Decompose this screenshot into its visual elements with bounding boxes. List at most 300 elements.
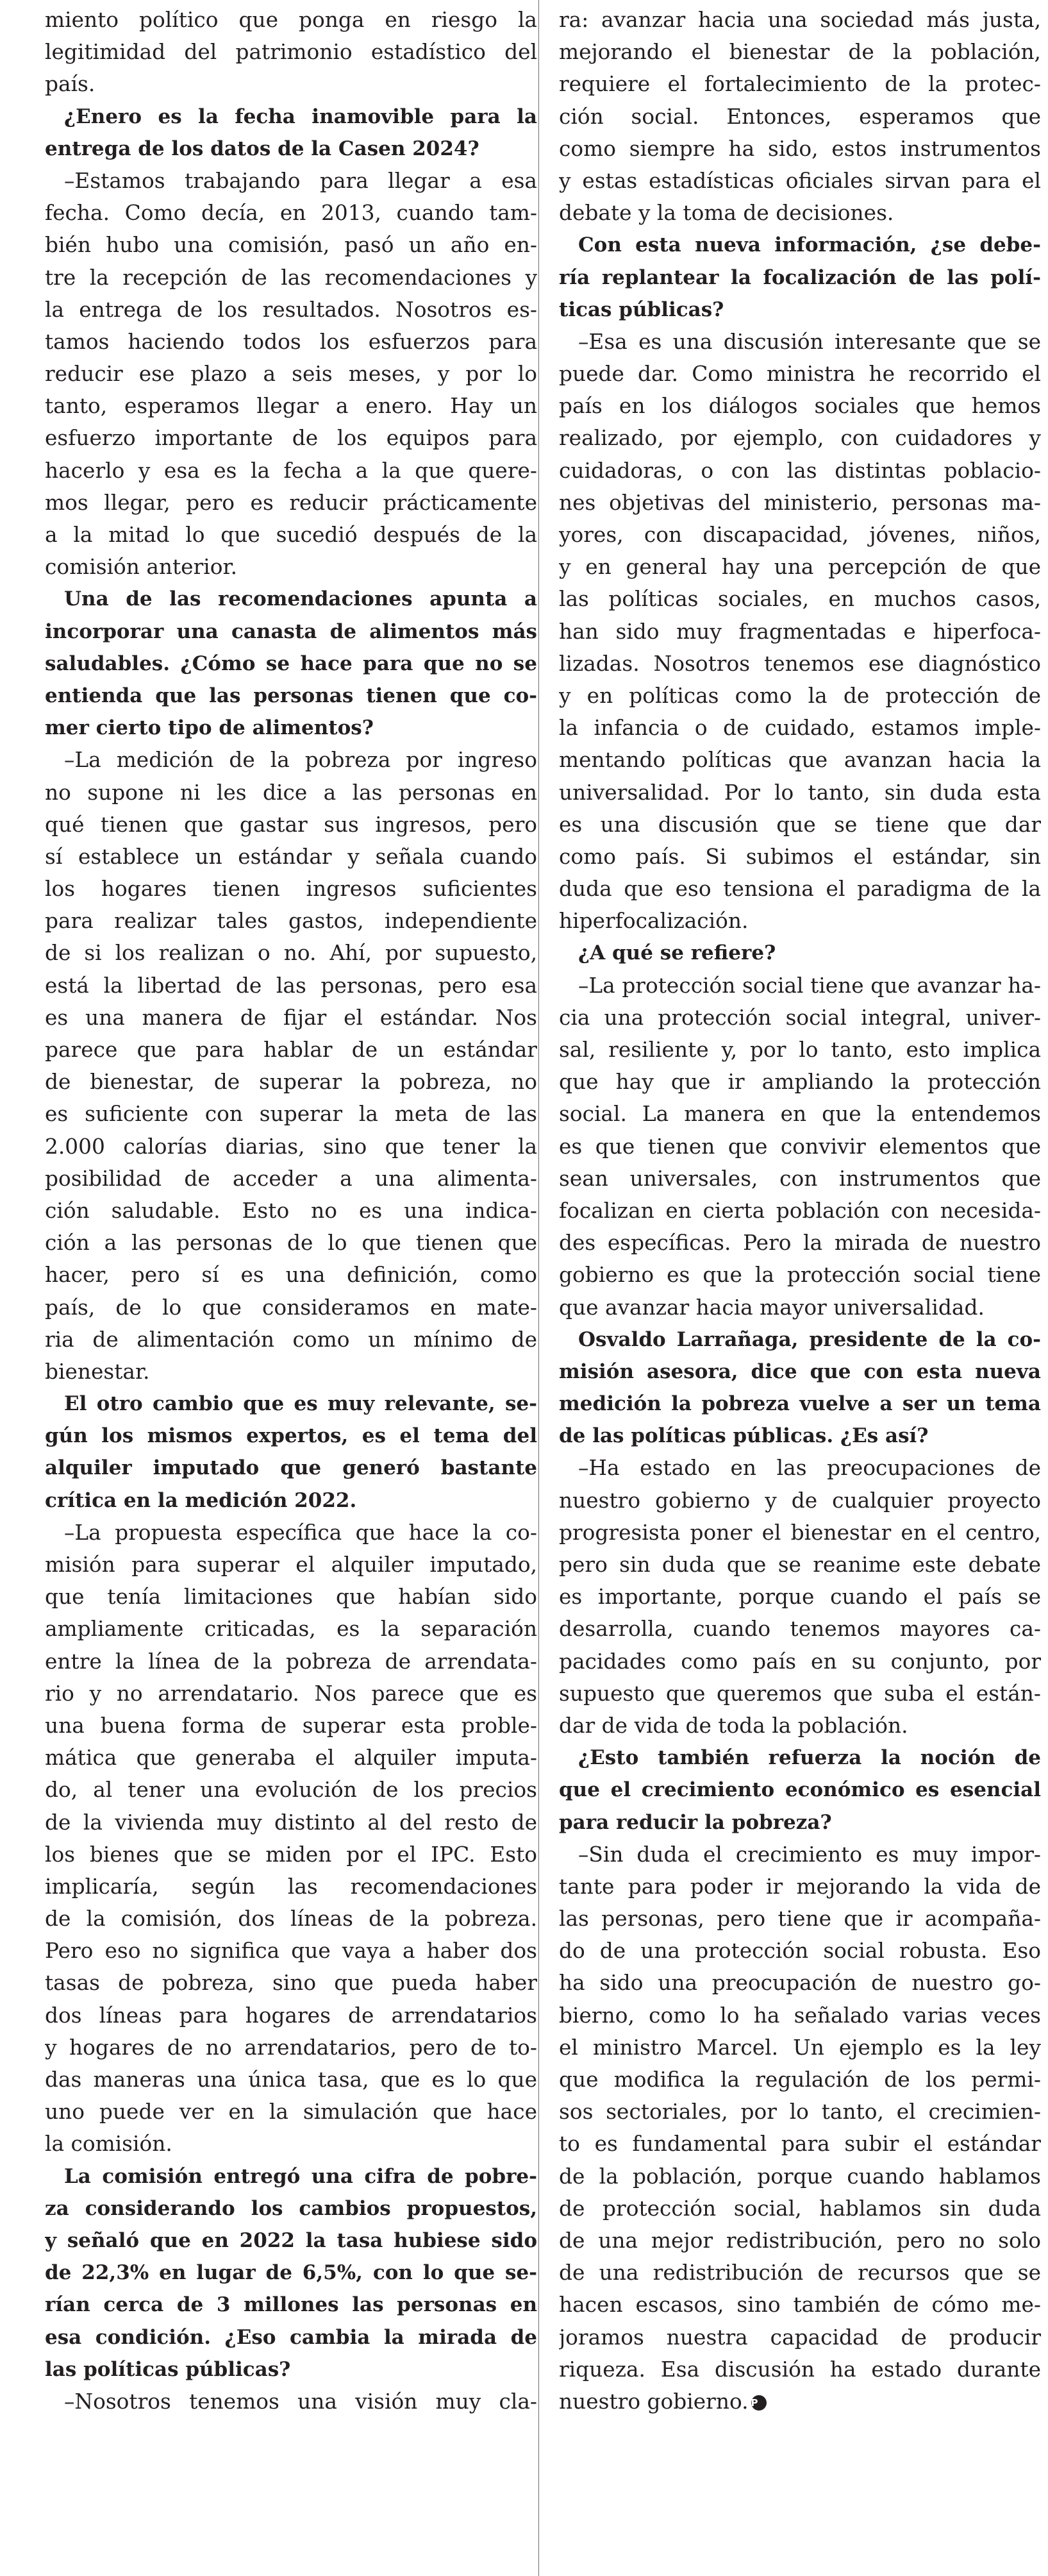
line-text: misión asesora, dice que con esta nueva [559,1360,1041,1383]
answer-line [559,1517,1041,1549]
question-line [45,712,537,744]
line-text: es una manera de fijar el estándar. Nos [45,1005,537,1030]
answer-line [559,1903,1041,1935]
answer-line [45,1292,537,1324]
line-text: Osvaldo Larrañaga, presidente de la co- [578,1327,1041,1351]
answer-line [559,873,1041,905]
line-text: y en general hay una percepción de que [559,555,1041,580]
answer-line [45,358,537,390]
line-text: una buena forma de superar esta proble- [45,1713,537,1738]
article-column-right [559,4,1041,2418]
answer-line [45,744,537,776]
answer-line [559,1710,1041,1742]
answer-line [559,551,1041,583]
line-text: esfuerzo importante de los equipos para [45,426,537,451]
line-text: crítica en la medición 2022. [45,1488,357,1512]
line-text: puede dar. Como ministra he recorrido el [559,362,1041,387]
line-text: que hay que ir ampliando la protección [559,1070,1041,1095]
line-text: duda que eso tensiona el paradigma de la [559,877,1041,902]
question-line [559,1806,1041,1839]
question-line [559,1324,1041,1356]
answer-line [559,744,1041,776]
line-text: reducir ese plazo a seis meses, y por lo [45,362,537,387]
line-text: progresista poner el bienestar en el centro, [559,1520,1041,1545]
line-text: ¿Esto también refuerza la noción de [578,1746,1041,1770]
line-text: tamos haciendo todos los esfuerzos para [45,329,537,354]
line-text: y estas estadísticas oficiales sirvan para el [559,168,1041,193]
answer-line [559,36,1041,68]
question-line [45,616,537,648]
line-text: ción social. Entonces, esperamos que [559,104,1041,129]
line-text: de una mejor redistribución, pero no solo [559,2228,1041,2253]
line-text: nes objetivas del ministerio, personas ma- [559,490,1041,515]
line-text: misión para superar el alquiler imputado, [45,1553,537,1577]
line-text: que tenía limitaciones que habían sido [45,1585,537,1610]
answer-line [45,1002,537,1034]
line-text: es que tienen que convivir elementos que [559,1134,1041,1159]
line-text: ticas públicas? [559,298,724,321]
line-text: bién hubo una comisión, pasó un año en- [45,233,537,258]
answer-line [45,1034,537,1066]
answer-line [559,2096,1041,2128]
answer-line [559,905,1041,937]
answer-line [45,970,537,1002]
line-text: que modifica la regulación de los permi- [559,2067,1041,2092]
line-text: sal, resiliente y, por lo tanto, esto implica [559,1038,1041,1062]
answer-line [559,1034,1041,1066]
answer-line [559,970,1041,1002]
line-text: ría replantear la focalización de las polí- [559,265,1041,289]
question-line [45,2353,537,2386]
line-text: Con esta nueva información, ¿se debe- [578,233,1041,257]
answer-line [45,1227,537,1259]
answer-line [559,4,1041,36]
answer-line [559,1259,1041,1291]
line-text: de bienestar, de superar la pobreza, no [45,1070,537,1095]
line-text: hacer, pero sí es una definición, como [45,1263,537,1288]
article-column-left [45,4,537,2418]
line-text: es una discusión que se tiene que dar [559,812,1041,837]
question-line [45,2160,537,2193]
line-text: nuestro gobierno y de cualquier proyecto [559,1488,1041,1513]
answer-line [559,1098,1041,1130]
line-text: de la comisión, dos líneas de la pobreza. [45,1907,537,1932]
line-text: legitimidad del patrimonio estadístico del [45,40,537,65]
answer-line [559,648,1041,680]
line-text: saludables. ¿Cómo se hace para que no se [45,652,537,675]
line-text: riqueza. Esa discusión ha estado durante [559,2357,1041,2382]
line-text: cuidadoras, o con las distintas poblacio- [559,458,1041,483]
line-text: esa condición. ¿Eso cambia la mirada de [45,2325,537,2349]
line-text: de la población, porque cuando hablamos [559,2164,1041,2189]
answer-line [559,680,1041,712]
answer-line [559,1485,1041,1517]
line-text: ¿Enero es la fecha inamovible para la [64,105,537,128]
question-line [559,262,1041,294]
answer-line [559,2257,1041,2289]
answer-line [559,133,1041,165]
line-text: de si los realizan o no. Ahí, por supuesto, [45,941,537,966]
line-text: es suficiente con superar la meta de las [45,1102,537,1127]
question-line [559,1420,1041,1452]
line-text: que el crecimiento económico es esencial [559,1778,1041,1802]
line-text: uno puede ver en la simulación que hace [45,2100,537,2125]
answer-line [45,1678,537,1710]
answer-line [45,1131,537,1163]
line-text: alquiler imputado que generó bastante [45,1456,537,1480]
line-text: Pero eso no significa que vaya a haber dos [45,1939,537,1964]
answer-line [559,68,1041,100]
question-line [45,2257,537,2289]
line-text: realizado, por ejemplo, con cuidadores y [559,426,1041,451]
line-text: país. [45,72,96,97]
line-text: El otro cambio que es muy relevante, se- [64,1392,537,1416]
line-text: Una de las recomendaciones apunta a [64,587,537,611]
answer-line [45,2096,537,2128]
answer-line [559,390,1041,422]
line-text: des específicas. Pero la mirada de nuestro [559,1231,1041,1256]
line-text: de protección social, hablamos sin duda [559,2196,1041,2221]
line-text: entre la línea de la pobreza de arrendata- [45,1649,537,1674]
answer-line [45,455,537,487]
line-text: supuesto que queremos que suba el están- [559,1681,1041,1706]
answer-line [559,809,1041,841]
answer-line [559,2032,1041,2064]
line-text: para realizar tales gastos, independiente [45,909,537,934]
line-text: –Nosotros tenemos una visión muy cla- [64,2389,537,2414]
question-line [45,2193,537,2225]
line-text: de una redistribución de recursos que se [559,2260,1041,2286]
line-text: ción a las personas de lo que tienen que [45,1231,537,1256]
answer-line [45,197,537,229]
answer-line [559,583,1041,615]
answer-line [559,2064,1041,2096]
answer-line [559,1613,1041,1645]
line-text: cia una protección social integral, univer- [559,1005,1041,1030]
answer-line [45,937,537,969]
answer-line [559,1646,1041,1678]
answer-line [559,487,1041,519]
answer-line [45,1839,537,1871]
answer-line [45,1066,537,1098]
answer-line [45,1098,537,1130]
line-text: no supone ni les dice a las personas en [45,780,537,805]
answer-line [559,165,1041,197]
line-text: 2.000 calorías diarias, sino que tener la [45,1134,537,1159]
answer-line [45,1259,537,1291]
line-text: los bienes que se miden por el IPC. Esto [45,1842,537,1867]
question-line [45,1388,537,1420]
answer-line [45,1871,537,1903]
answer-line [45,777,537,809]
line-text: –Sin duda el crecimiento es muy impor- [578,1842,1041,1867]
answer-line [559,1549,1041,1581]
answer-line [559,197,1041,229]
line-text: las personas, pero tiene que ir acompaña- [559,1907,1041,1932]
answer-line [45,1163,537,1195]
line-text: social. La manera en que la entendemos [559,1102,1041,1127]
line-text: debate y la toma de decisiones. [559,201,894,226]
answer-line [45,1517,537,1549]
article-end-icon: P [751,2395,767,2411]
question-line [45,101,537,133]
answer-line [559,101,1041,133]
answer-line [559,2193,1041,2225]
line-text: gún los mismos expertos, es el tema del [45,1424,537,1448]
answer-line [45,1774,537,1806]
question-line [559,937,1041,969]
line-text: las políticas sociales, en muchos casos, [559,587,1041,612]
line-text: entienda que las personas tienen que co- [45,684,537,707]
answer-line [559,1066,1041,1098]
line-text: joramos nuestra capacidad de producir [559,2325,1041,2350]
line-text: qué tienen que gastar sus ingresos, pero [45,812,537,837]
answer-line [45,326,537,358]
answer-line [559,2386,1041,2418]
line-text: focalizan en cierta población con necesida- [559,1198,1041,1223]
line-text: comisión anterior. [45,555,237,580]
answer-line [45,2386,537,2418]
answer-line [559,1581,1041,1613]
answer-line [559,2353,1041,2386]
line-text: das maneras una única tasa, que es lo que [45,2067,537,2092]
answer-line [45,1549,537,1581]
line-text: do, al tener una evolución de los precios [45,1778,537,1803]
line-text: ria de alimentación como un mínimo de [45,1327,537,1352]
line-text: de las políticas públicas. ¿Es así? [559,1424,929,1448]
line-text: han sido muy fragmentadas e hiperfoca- [559,619,1041,644]
answer-line [45,294,537,326]
line-text: sos sectoriales, por lo tanto, el crecimien- [559,2100,1041,2125]
line-text: dar de vida de toda la población. [559,1713,908,1738]
line-text: la infancia o de cuidado, estamos imple- [559,716,1041,741]
line-text: parece que para hablar de un estándar [45,1038,537,1062]
line-text: a la mitad lo que sucedió después de la [45,523,537,547]
question-line [45,2289,537,2321]
answer-line [45,841,537,873]
line-text: incorporar una canasta de alimentos más [45,619,537,643]
question-line [45,583,537,615]
line-text: mejorando el bienestar de la población, [559,40,1041,65]
question-line [45,1420,537,1452]
line-text: do de una protección social robusta. Eso [559,1939,1041,1964]
line-text: ción saludable. Esto no es una indica- [45,1198,537,1223]
answer-line [559,1292,1041,1324]
answer-line [45,809,537,841]
line-text: hacen escasos, sino también de cómo me- [559,2293,1041,2318]
answer-line [45,390,537,422]
line-text: como país. Si subimos el estándar, sin [559,844,1041,869]
line-text: ha sido una preocupación de nuestro go- [559,1971,1041,1996]
answer-line [45,1324,537,1356]
answer-line [45,1742,537,1774]
line-text: miento político que ponga en riesgo la [45,8,537,32]
line-text: –La medición de la pobreza por ingreso [64,748,537,773]
line-text: y hogares de no arrendatarios, pero de to- [45,2035,537,2060]
line-text: tasas de pobreza, sino que pueda haber [45,1971,537,1996]
column-divider [538,0,539,2576]
line-text: como siempre ha sido, estos instrumentos [559,136,1041,161]
line-text: de la vivienda muy distinto al del resto de [45,1810,537,1835]
answer-line [559,1131,1041,1163]
answer-line [45,519,537,551]
line-text: pero sin duda que se reanime este debate [559,1553,1041,1577]
line-text: ¿A qué se refiere? [578,941,776,965]
question-line [45,2225,537,2257]
line-text: yores, con discapacidad, jóvenes, niños, [559,523,1041,547]
answer-line [45,1581,537,1613]
answer-line [45,1806,537,1839]
answer-line [45,551,537,583]
line-text: mer cierto tipo de alimentos? [45,716,374,740]
answer-line [559,1002,1041,1034]
line-text: ampliamente criticadas, es la separación [45,1617,537,1642]
line-text: medición la pobreza vuelve a ser un tema [559,1392,1041,1416]
answer-line [559,2128,1041,2160]
question-line [45,133,537,165]
answer-line [45,1195,537,1227]
answer-line [45,2128,537,2160]
line-text: de 22,3% en lugar de 6,5%, con lo que se- [45,2261,537,2285]
answer-line [559,1839,1041,1871]
line-text: entrega de los datos de la Casen 2024? [45,137,479,160]
question-line [45,1452,537,1484]
line-text: la comisión. [45,2132,172,2157]
line-text: hiperfocalización. [559,909,749,934]
answer-line [45,2064,537,2096]
line-text: lizadas. Nosotros tenemos ese diagnóstico [559,651,1041,676]
line-text: bienestar. [45,1359,150,1384]
answer-line [45,1356,537,1388]
answer-line [45,905,537,937]
line-text: universalidad. Por lo tanto, sin duda esta [559,780,1041,805]
line-text: el ministro Marcel. Un ejemplo es la ley [559,2035,1041,2060]
question-line [45,680,537,712]
line-text: pacidades como país en su conjunto, por [559,1649,1041,1674]
question-line [559,294,1041,326]
answer-line [45,262,537,294]
answer-line [559,1227,1041,1259]
line-text: tante para poder ir mejorando la vida de [559,1874,1041,1899]
line-text: fecha. Como decía, en 2013, cuando tam- [45,201,537,226]
answer-line [559,326,1041,358]
line-text: –La protección social tiene que avanzar ha- [578,973,1041,998]
answer-line [559,1935,1041,1967]
answer-line [559,2289,1041,2321]
question-line [45,2321,537,2353]
line-text: tre la recepción de las recomendaciones y [45,265,537,290]
question-line [45,1485,537,1517]
line-text: rían cerca de 3 millones las personas en [45,2293,537,2317]
answer-line [559,2321,1041,2353]
line-text: y señaló que en 2022 la tasa hubiese sido [45,2228,537,2252]
line-text: mos llegar, pero es reducir prácticamente [45,490,537,515]
line-text: sean universales, con instrumentos que [559,1166,1041,1191]
line-text: la entrega de los resultados. Nosotros es- [45,297,537,322]
answer-line [559,519,1041,551]
line-text: las políticas públicas? [45,2357,291,2381]
line-text: –Esa es una discusión interesante que se [578,329,1041,354]
line-text: posibilidad de acceder a una alimenta- [45,1166,537,1191]
line-text: país en los diálogos sociales que hemos [559,394,1041,419]
answer-line [559,422,1041,454]
line-text: dos líneas para hogares de arrendatarios [45,2003,537,2028]
answer-line [559,358,1041,390]
question-line [559,1774,1041,1806]
answer-line [559,1871,1041,1903]
answer-line [45,873,537,905]
line-text: implicaría, según las recomendaciones [45,1874,537,1899]
question-line [559,229,1041,261]
answer-line [559,1999,1041,2032]
line-text: desarrolla, cuando tenemos mayores ca- [559,1617,1041,1642]
answer-line [559,1195,1041,1227]
line-text: mentando políticas que avanzan hacia la [559,748,1041,773]
answer-line [45,1903,537,1935]
line-text: tanto, esperamos llegar a enero. Hay un [45,394,537,419]
line-text: es importante, porque cuando el país se [559,1585,1041,1610]
line-text: to es fundamental para subir el estándar [559,2132,1041,2157]
answer-line [559,1967,1041,1999]
line-text: rio y no arrendatario. Nos parece que es [45,1681,537,1706]
line-text: mática que generaba el alquiler imputa- [45,1746,537,1771]
line-text: nuestro gobierno. [559,2389,749,2414]
line-text: za considerando los cambios propuestos, [45,2196,537,2220]
line-text: –Estamos trabajando para llegar a esa [64,168,537,193]
line-text: los hogares tienen ingresos suficientes [45,877,537,902]
answer-line [559,1452,1041,1484]
answer-line [559,841,1041,873]
answer-line [559,455,1041,487]
line-text: sí establece un estándar y señala cuando [45,844,537,869]
line-text: –La propuesta específica que hace la co- [64,1520,537,1545]
answer-line [45,229,537,261]
answer-line [559,1678,1041,1710]
answer-line [559,2160,1041,2193]
question-line [559,1388,1041,1420]
line-text: requiere el fortalecimiento de la protec- [559,72,1041,97]
answer-line [45,422,537,454]
line-text: bierno, como lo ha señalado varias veces [559,2003,1041,2028]
answer-line [559,1163,1041,1195]
line-text: La comisión entregó una cifra de pobre- [64,2164,537,2188]
answer-line [45,4,537,36]
answer-line [45,487,537,519]
answer-line [45,1935,537,1967]
answer-line [45,2032,537,2064]
line-text: país, de lo que consideramos en mate- [45,1295,537,1320]
answer-line [45,1646,537,1678]
answer-line [45,68,537,100]
line-text: está la libertad de las personas, pero esa [45,973,537,998]
line-text: –Ha estado en las preocupaciones de [578,1456,1041,1481]
line-text: hacerlo y esa es la fecha a la que quere- [45,458,537,483]
line-text: y en políticas como la de protección de [559,683,1041,708]
line-text: que avanzar hacia mayor universalidad. [559,1295,985,1320]
answer-line [559,712,1041,744]
question-line [559,1742,1041,1774]
question-line [559,1356,1041,1388]
answer-line [559,777,1041,809]
answer-line [45,1710,537,1742]
line-text: gobierno es que la protección social tiene [559,1263,1041,1288]
answer-line [559,616,1041,648]
answer-line [559,2225,1041,2257]
line-text: ra: avanzar hacia una sociedad más justa, [559,8,1041,32]
answer-line [45,36,537,68]
line-text: para reducir la pobreza? [559,1810,832,1834]
answer-line [45,165,537,197]
